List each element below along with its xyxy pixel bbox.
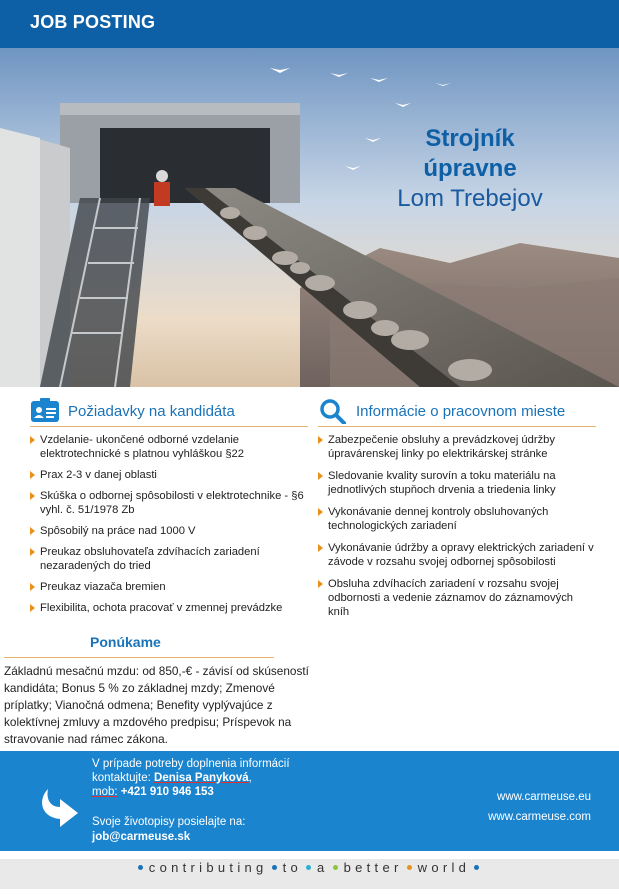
requirements-section [30, 396, 308, 622]
contact-info [92, 757, 290, 799]
contact-person-line [92, 771, 290, 785]
job-info-section [318, 396, 596, 627]
job-info-heading [318, 396, 596, 427]
offer-divider [4, 657, 274, 658]
requirements-list [30, 433, 308, 615]
hero-image [0, 48, 619, 387]
job-info-title: Informácie o pracovnom mieste [356, 402, 566, 420]
email-link[interactable]: job@carmeuse.sk [92, 831, 191, 843]
tagline-dot [474, 865, 479, 870]
tagline-dot [333, 865, 338, 870]
website-link[interactable]: www.carmeuse.eu [497, 791, 591, 803]
cv-info [92, 815, 245, 845]
list-item: Spôsobilý na práce nad 1000 V [30, 524, 308, 538]
list-item: Vykonávanie dennej kontroly obsluhovaných technologických zariadení [318, 505, 596, 533]
job-title-line1: Strojník [425, 125, 515, 152]
header-bar [0, 0, 619, 48]
list-item: Sledovanie kvality surovín a toku materiálu na jednotlivých stupňoch drvenia a triedenia linky [318, 469, 596, 497]
cv-instruction: Svoje životopisy posielajte na: [92, 816, 246, 828]
tagline-word: contributing [148, 860, 268, 875]
offer-heading: Ponúkame [90, 634, 161, 650]
job-info-list [318, 433, 596, 619]
requirements-title: Požiadavky na kandidáta [68, 402, 235, 420]
search-icon [318, 398, 348, 424]
offer-text: Základnú mesačnú mzdu: od 850,-€ - závisí od skúseností kandidáta; Bonus 5 % zo základnej mzdy; Zmenové príplatky; Vianočná odmena; Benefity vyplývajúce z kolektívnej zmluvy a mzdového predpisu; Príspevok na stravovanie nad rámec zákona. [4, 664, 309, 746]
contact-name: Denisa Panyková [154, 772, 249, 784]
id-card-icon [30, 398, 60, 424]
list-item: Prax 2-3 v danej oblasti [30, 468, 308, 482]
tagline-dot [272, 865, 277, 870]
list-item: Vykonávanie údržby a opravy elektrických zariadení v závode v rozsahu svojej odbornej spôsobilosti [318, 541, 596, 569]
tagline-dot [306, 865, 311, 870]
tagline-word: a [317, 860, 329, 875]
tagline-dot [407, 865, 412, 870]
job-title [385, 124, 555, 214]
contact-footer [0, 751, 619, 851]
tagline-word: better [343, 860, 403, 875]
website-link[interactable]: www.carmeuse.com [488, 811, 591, 823]
list-item: Vzdelanie- ukončené odborné vzdelanie elektrotechnické s platnou vyhláškou §22 [30, 433, 308, 461]
list-item: Preukaz obsluhovateľa zdvíhacích zariadení nezaradených do tried [30, 545, 308, 573]
list-item: Preukaz viazača bremien [30, 580, 308, 594]
requirements-heading [30, 396, 308, 427]
page-title: JOB POSTING [30, 12, 156, 32]
websites [488, 787, 591, 827]
phone-number[interactable]: +421 910 946 153 [117, 786, 214, 798]
tagline-dot [138, 865, 143, 870]
tagline-word: to [282, 860, 303, 875]
job-location: Lom Trebejov [397, 185, 543, 212]
contact-intro: V prípade potreby doplnenia informácií [92, 758, 290, 770]
job-title-line2: úpravne [423, 155, 517, 182]
mobile-label: mob: [92, 786, 118, 798]
curved-arrow-icon [36, 785, 82, 831]
tagline [0, 860, 619, 875]
list-item: Skúška o odbornej spôsobilosti v elektrotechnike - §6 vyhl. č. 51/1978 Zb [30, 489, 308, 517]
list-item: Flexibilita, ochota pracovať v zmennej prevádzke [30, 601, 308, 615]
contact-phone-line [92, 785, 290, 799]
list-item: Obsluha zdvíhacích zariadení v rozsahu svojej odbornosti a vedenie záznamov do záznamových kníh [318, 577, 596, 619]
contact-label: kontaktujte: [92, 772, 155, 784]
contact-name-suffix: , [248, 772, 252, 784]
conveyor-photo [0, 48, 619, 387]
list-item: Zabezpečenie obsluhy a prevádzkovej údržby úpravárenskej linky po elektrikárskej stránke [318, 433, 596, 461]
tagline-word: world [417, 860, 471, 875]
